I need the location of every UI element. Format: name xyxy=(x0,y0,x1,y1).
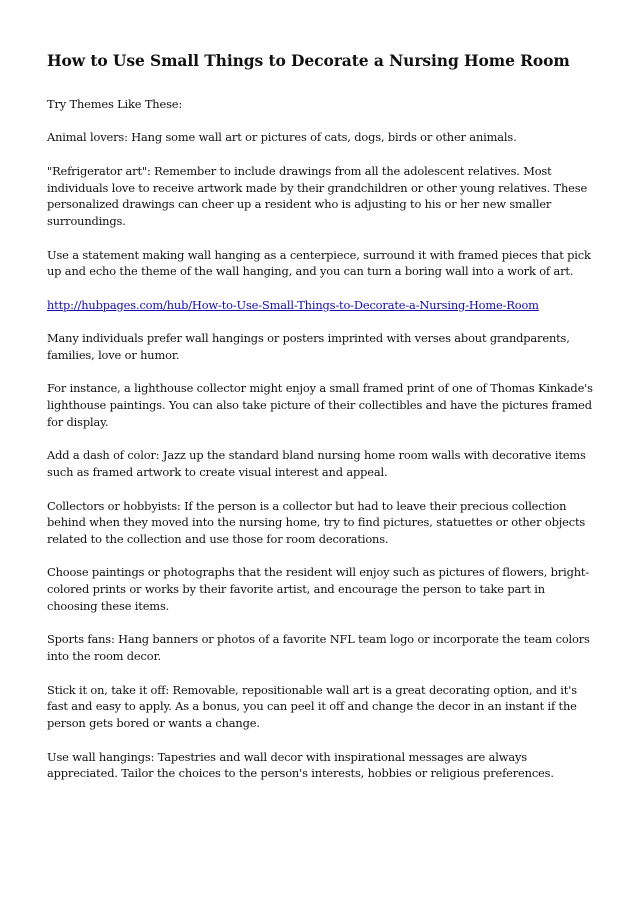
paragraph-sports-fans: Sports fans: Hang banners or photos of a favorite NFL team logo or incorporate the team colors into the room decor. xyxy=(47,632,590,664)
link-paragraph xyxy=(47,297,593,314)
paragraph-refrigerator-art: "Refrigerator art": Remember to include drawings from all the adolescent relatives. Most individuals love to receive artwork made by their grandchildren or other young relatives. These personalized drawings can cheer up a resident who is adjusting to his or her new smaller surroundings. xyxy=(47,163,588,229)
paragraph-color: Add a dash of color: Jazz up the standard bland nursing home room walls with decorative items such as framed artwork to create visual interest and appeal. xyxy=(47,448,586,480)
paragraph-verses: Many individuals prefer wall hangings or posters imprinted with verses about grandparents, families, love or humor. xyxy=(47,331,570,362)
document-body xyxy=(47,96,593,799)
paragraph-removable-art: Stick it on, take it off: Removable, repositionable wall art is a great decorating option, and it's fast and easy to apply. As a bonus, you can peel it off and change the decor in an instant if the person gets bored or wants a change. xyxy=(47,682,577,731)
paragraph-intro: Try Themes Like These: xyxy=(47,97,183,111)
paragraph-paintings: Choose paintings or photographs that the resident will enjoy such as pictures of flowers, bright-colored prints or works by their favorite artist, and encourage the person to take part in choosing these items. xyxy=(47,565,590,614)
paragraph-collectors: Collectors or hobbyists: If the person is a collector but had to leave their precious collection behind when they moved into the nursing home, try to find pictures, statuettes or other objects related to the collection and use those for room decorations. xyxy=(47,498,586,547)
paragraph-wall-hanging: Use a statement making wall hanging as a centerpiece, surround it with framed pieces that pick up and echo the theme of the wall hanging, and you can turn a boring wall into a work of art. xyxy=(47,247,591,279)
paragraph-lighthouse: For instance, a lighthouse collector might enjoy a small framed print of one of Thomas Kinkade's lighthouse paintings. You can also take picture of their collectibles and have the pictures framed for display. xyxy=(47,381,593,429)
paragraph-wall-hangings: Use wall hangings: Tapestries and wall decor with inspirational messages are always appreciated. Tailor the choices to the person's interests, hobbies or religious preferences. xyxy=(47,749,554,781)
source-link[interactable]: http://hubpages.com/hub/How-to-Use-Small-Things-to-Decorate-a-Nursing-Home-Room xyxy=(47,297,539,312)
document-title: How to Use Small Things to Decorate a Nursing Home Room xyxy=(47,51,570,70)
paragraph-animal-lovers: Animal lovers: Hang some wall art or pictures of cats, dogs, birds or other animals. xyxy=(47,130,517,145)
